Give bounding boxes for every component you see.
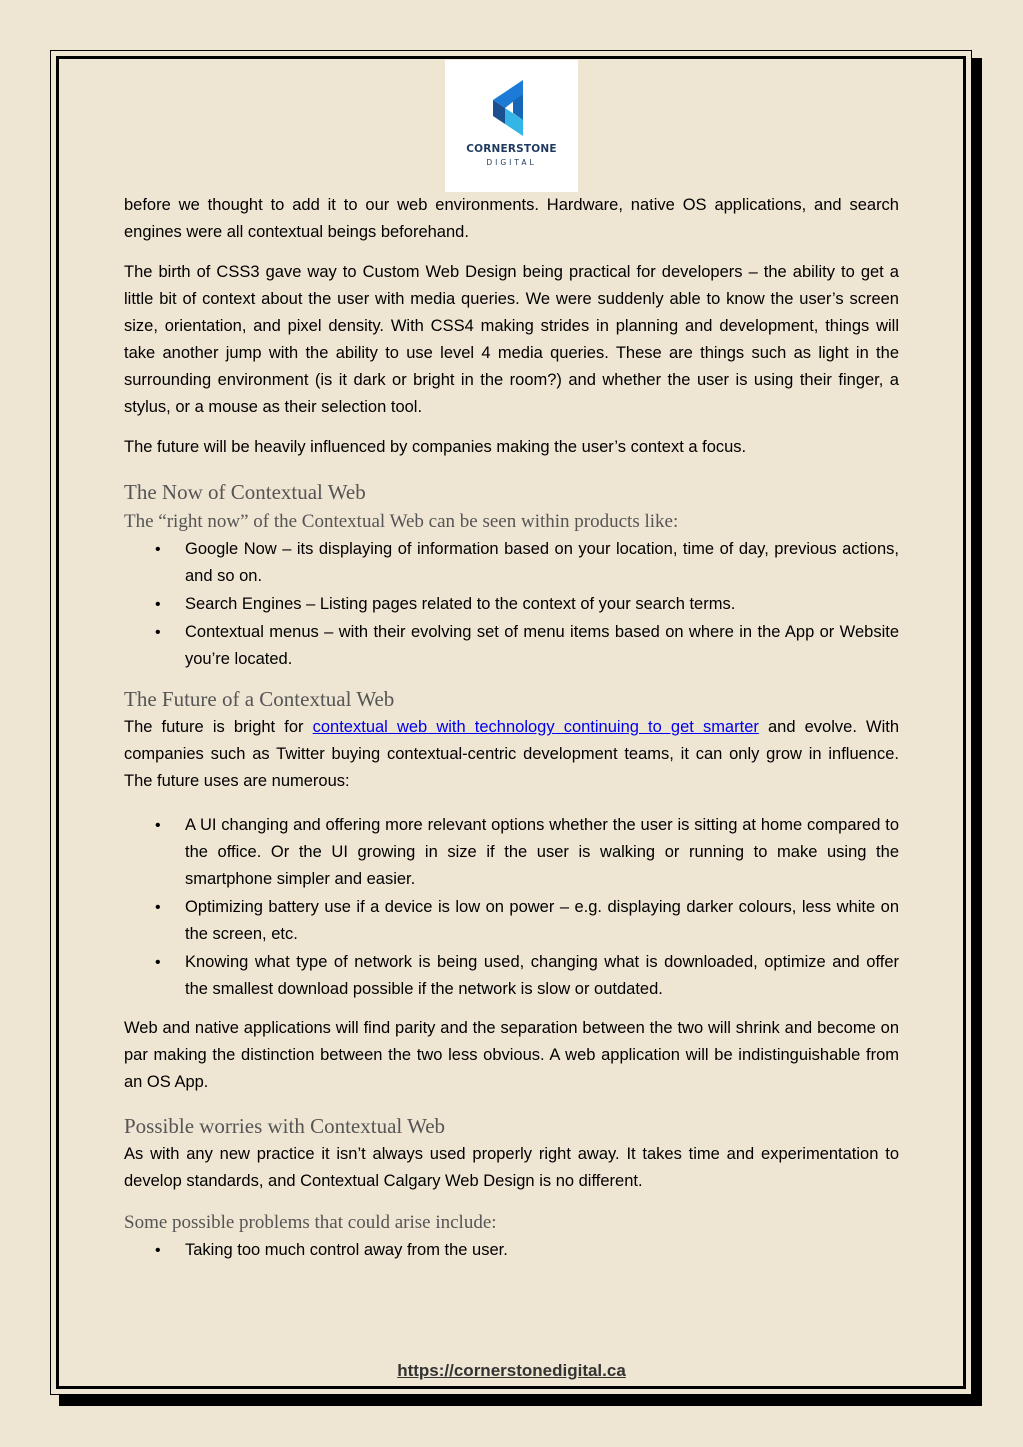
paragraph: The future is bright for contextual web with technology continuing to get smarter and evolve. With companies such as Twitter buying contextual-centric development teams, it can only grow in influence. The future uses are numerous:: [124, 718, 900, 790]
section-heading-future: The Future of a Contextual Web: [124, 687, 395, 711]
footer-url-link[interactable]: https://cornerstonedigital.ca: [397, 1361, 626, 1380]
article-body: [124, 192, 899, 1265]
list-worries: [124, 1237, 899, 1264]
list-item: • Optimizing battery use if a device is low on power – e.g. displaying darker colours, less white on the screen, etc.: [124, 894, 899, 948]
bullet-icon: •: [155, 954, 161, 971]
paragraph: As with any new practice it isn’t always used properly right away. It takes time and experimentation to develop standards, and Contextual Calgary Web Design is no different.: [124, 1145, 899, 1190]
cornerstone-logo: [445, 60, 578, 192]
logo-mark-icon: [493, 80, 529, 136]
logo-subtitle: DIGITAL: [486, 158, 537, 167]
list-item: • Taking too much control away from the user.: [124, 1237, 899, 1264]
paragraph: before we thought to add it to our web environments. Hardware, native OS applications, and search engines were all contextual beings beforehand.: [124, 196, 899, 241]
list-item: • Google Now – its displaying of information based on your location, time of day, previous actions, and so on.: [124, 536, 899, 590]
bullet-icon: •: [155, 596, 161, 613]
list-item: • Search Engines – Listing pages related to the context of your search terms.: [124, 591, 899, 618]
list-item: • Knowing what type of network is being used, changing what is downloaded, optimize and offer the smallest download possible if the network is slow or outdated.: [124, 949, 899, 1003]
logo-name: CORNERSTONE: [466, 143, 557, 155]
bullet-icon: •: [155, 899, 161, 916]
section-heading-worries: Possible worries with Contextual Web: [124, 1114, 446, 1138]
contextual-web-link[interactable]: contextual web with technology continuing to get smarter: [312, 718, 759, 736]
list-item: • Contextual menus – with their evolving set of menu items based on where in the App or Website you’re located.: [124, 619, 899, 673]
section-intro-worries: Some possible problems that could arise include:: [124, 1212, 497, 1233]
paragraph: The future will be heavily influenced by companies making the user’s context a focus.: [124, 438, 747, 456]
paragraph: The birth of CSS3 gave way to Custom Web Design being practical for developers – the ability to get a little bit of context about the user with media queries. We were suddenly able to know the user’s screen size, orientation, and pixel density. With CSS4 making strides in planning and development, things will take another jump with the ability to use level 4 media queries. These are things such as light in the surrounding environment (is it dark or bright in the room?) and whether the user is using their finger, a stylus, or a mouse as their selection tool.: [124, 263, 899, 416]
list-item: • A UI changing and offering more relevant options whether the user is sitting at home compared to the office. Or the UI growing in size if the user is walking or running to make using the smartphone simpler and easier.: [124, 812, 899, 893]
section-heading-now: The Now of Contextual Web: [124, 480, 366, 504]
list-future: [124, 812, 899, 1003]
list-now: [124, 536, 899, 673]
bullet-icon: •: [155, 541, 161, 558]
bullet-icon: •: [155, 1242, 161, 1259]
bullet-icon: •: [155, 624, 161, 641]
paragraph: Web and native applications will find parity and the separation between the two will shrink and become on par making the distinction between the two less obvious. A web application will be indistinguishable from an OS App.: [124, 1019, 899, 1091]
section-intro-now: The “right now” of the Contextual Web can be seen within products like:: [124, 511, 679, 532]
bullet-icon: •: [155, 817, 161, 834]
